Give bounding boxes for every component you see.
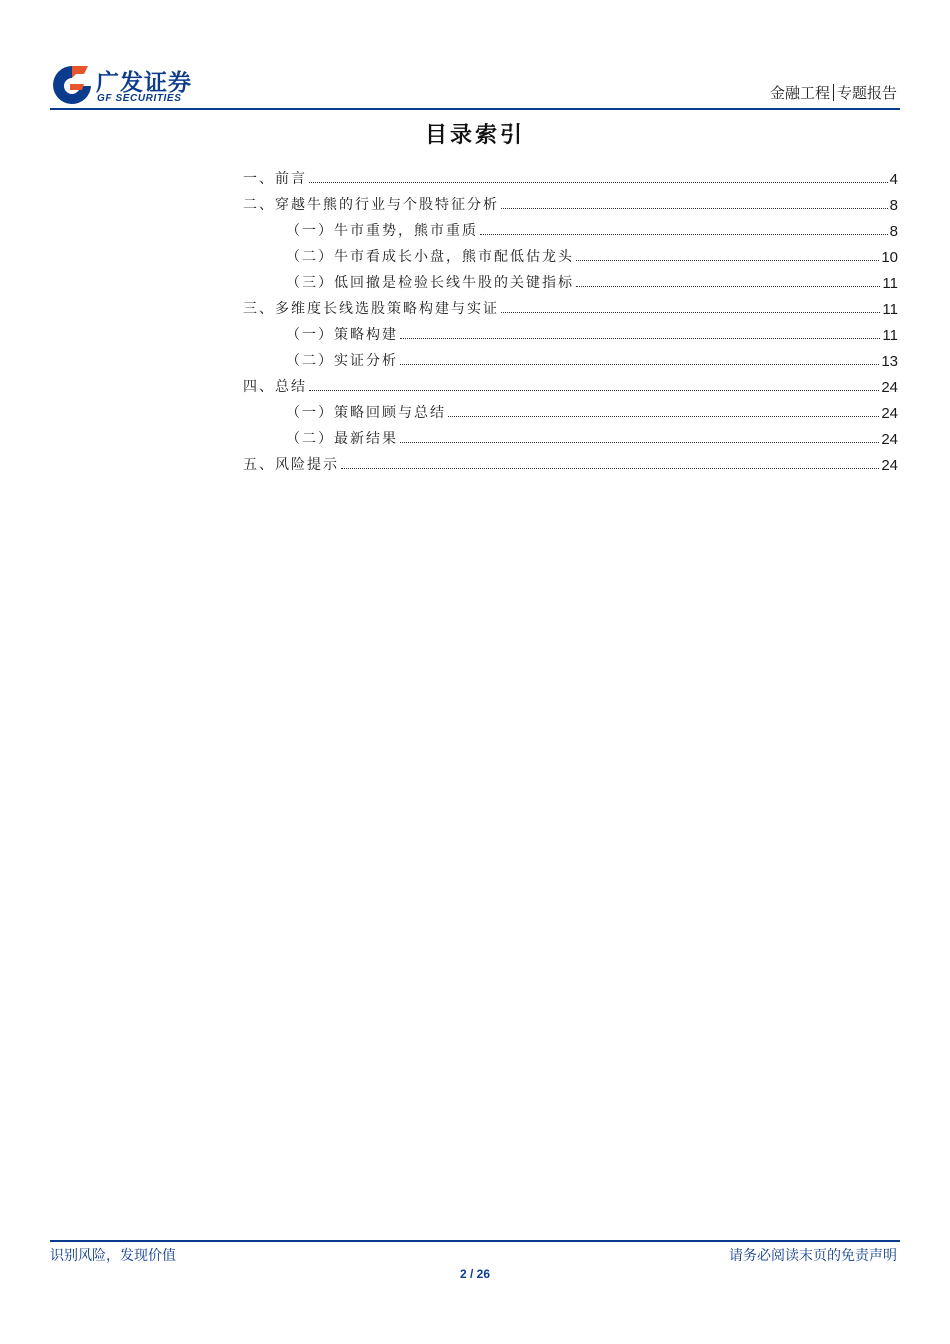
toc-dot-leader [576,285,880,287]
toc-dot-leader [480,233,888,235]
category-label: 金融工程 [769,84,830,102]
toc-entry[interactable] [243,292,898,318]
footer-rule [50,1240,900,1242]
toc-dot-leader [400,337,880,339]
toc-dot-leader [309,181,888,183]
toc-entry[interactable] [243,396,898,422]
toc-entry-label: 四、总结 [243,379,307,395]
footer-disclaimer: 请务必阅读末页的免责声明 [729,1248,897,1264]
toc-entry[interactable] [243,240,898,266]
toc-dot-leader [400,363,879,365]
toc-entry-label: （二）最新结果 [286,431,398,447]
toc-entry-page: 4 [889,171,898,188]
toc-entry[interactable] [243,214,898,240]
report-category [770,82,897,103]
logo-chinese-text: 广发证券 [96,70,192,96]
toc-entry[interactable] [243,370,898,396]
footer-slogan: 识别风险，发现价值 [50,1248,176,1264]
page-header [0,0,950,112]
toc-dot-leader [576,259,879,261]
page-title: 目录索引 [424,122,525,148]
report-type-label: 专题报告 [836,84,897,102]
toc-entry-label: 二、穿越牛熊的行业与个股特征分析 [243,197,499,213]
header-divider [833,84,834,101]
toc-entry-page: 24 [881,379,898,396]
toc-entry-page: 8 [889,197,898,214]
toc-entry-page: 11 [882,327,898,344]
logo-english-text: GF SECURITIES [97,93,182,104]
table-of-contents [243,162,898,474]
toc-entry-label: （一）策略构建 [286,327,398,343]
toc-entry[interactable] [243,266,898,292]
toc-dot-leader [309,389,879,391]
gf-securities-logo [50,64,210,106]
toc-entry-page: 24 [881,457,898,474]
toc-entry-label: （二）实证分析 [286,353,398,369]
toc-entry-label: 三、多维度长线选股策略构建与实证 [243,301,499,317]
header-rule [50,108,900,110]
toc-entry[interactable] [243,188,898,214]
toc-entry-label: （一）牛市重势，熊市重质 [286,223,478,239]
toc-entry-label: 五、风险提示 [243,457,339,473]
toc-entry[interactable] [243,162,898,188]
toc-entry-page: 11 [882,275,898,292]
toc-entry[interactable] [243,422,898,448]
toc-entry-page: 24 [881,431,898,448]
toc-dot-leader [448,415,879,417]
toc-dot-leader [400,441,879,443]
toc-entry-page: 8 [889,223,898,240]
toc-entry[interactable] [243,318,898,344]
toc-entry-label: （一）策略回顾与总结 [286,405,446,421]
toc-dot-leader [501,207,888,209]
toc-entry-label: 一、前言 [243,171,307,187]
toc-entry-page: 10 [881,249,898,266]
toc-entry-page: 24 [881,405,898,422]
toc-entry-page: 11 [882,301,898,318]
toc-entry[interactable] [243,448,898,474]
toc-entry[interactable] [243,344,898,370]
toc-entry-page: 13 [881,353,898,370]
toc-entry-label: （三）低回撤是检验长线牛股的关键指标 [286,275,574,291]
gf-logo-icon [50,64,94,106]
toc-dot-leader [341,467,879,469]
toc-entry-label: （二）牛市看成长小盘，熊市配低估龙头 [286,249,574,265]
toc-dot-leader [501,311,880,313]
page-number: 2 / 26 [459,1267,491,1281]
